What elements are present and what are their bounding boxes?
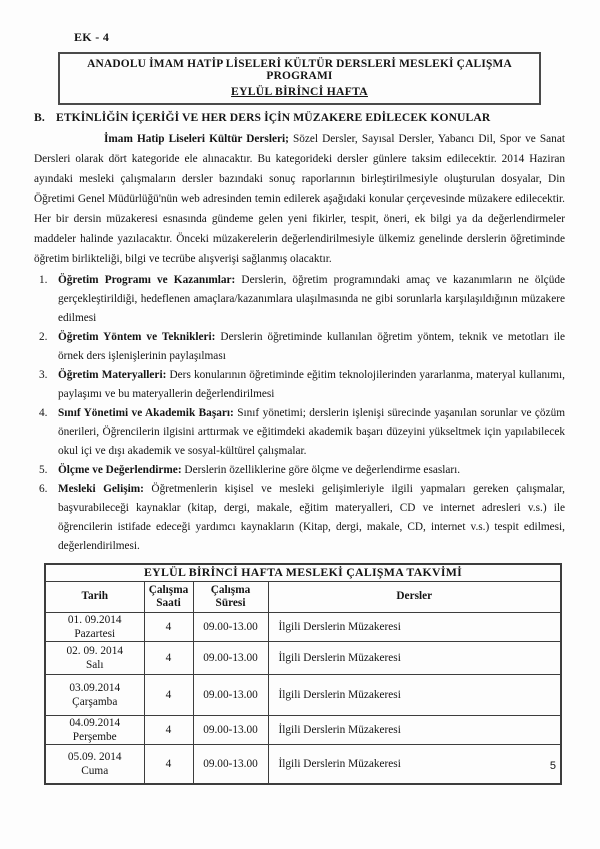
topics-list [34,271,565,556]
topic-number: 3. [39,369,48,381]
hours-cell: 4 [144,715,193,744]
table-row [45,612,561,641]
table-row [45,715,561,744]
topic-item-5 [34,461,565,480]
course-cell: İlgili Derslerin Müzakeresi [268,612,561,641]
schedule-table [44,563,562,785]
topic-item-3 [34,366,565,404]
hours-cell: 4 [144,641,193,674]
date-value: 04.09.2014 [69,716,121,729]
duration-cell: 09.00-13.00 [193,744,268,784]
week-title: EYLÜL BİRİNCİ HAFTA [231,85,368,98]
date-cell [45,744,144,784]
day-value: Pazartesi [74,627,116,640]
duration-cell: 09.00-13.00 [193,674,268,715]
table-row [45,744,561,784]
section-letter: B. [34,111,45,124]
schedule-title-row [45,564,561,581]
attachment-label: EK - 4 [74,30,110,44]
hours-cell: 4 [144,674,193,715]
day-value: Perşembe [72,730,117,743]
date-cell [45,641,144,674]
section-heading-text: ETKİNLİĞİN İÇERİĞİ VE HER DERS İÇİN MÜZAKERE EDİLECEK KONULAR [56,111,491,124]
topic-number: 6. [39,483,48,495]
intro-paragraph [34,129,565,269]
hours-cell: 4 [144,612,193,641]
topic-lead: Öğretim Materyalleri: [58,369,167,381]
intro-lead: İmam Hatip Liseleri Kültür Dersleri; [104,133,289,145]
course-cell: İlgili Derslerin Müzakeresi [268,744,561,784]
topic-lead: Ölçme ve Değerlendirme: [58,464,182,476]
topic-item-4 [34,404,565,461]
topic-lead: Mesleki Gelişim: [58,483,144,495]
date-value: 02. 09. 2014 [66,644,123,657]
col-header-hours: Çalışma Saati [144,581,193,612]
date-cell [45,612,144,641]
day-value: Salı [85,658,104,671]
document-title-box [58,52,541,105]
date-value: 01. 09.2014 [67,613,122,626]
course-cell: İlgili Derslerin Müzakeresi [268,674,561,715]
topic-item-1 [34,271,565,328]
day-value: Çarşamba [72,695,118,708]
page-number: 5 [549,760,556,772]
topic-text: Derslerin özelliklerine göre ölçme ve değerlendirme esasları. [181,464,461,476]
table-row [45,674,561,715]
col-header-duration: Çalışma Süresi [193,581,268,612]
course-cell: İlgili Derslerin Müzakeresi [268,715,561,744]
topic-number: 5. [39,464,48,476]
topic-lead: Öğretim Programı ve Kazanımlar: [58,274,236,286]
topic-lead: Öğretim Yöntem ve Teknikleri: [58,331,216,343]
duration-cell: 09.00-13.00 [193,612,268,641]
duration-cell: 09.00-13.00 [193,641,268,674]
col-header-courses: Dersler [268,581,561,612]
date-value: 05.09. 2014 [67,750,122,763]
day-value: Cuma [81,764,109,777]
intro-text: Sözel Dersler, Sayısal Dersler, Yabancı Dil, Spor ve Sanat Dersleri olarak dört kategoride ele alınacaktır. Bu kategorideki dersler günlere taksim edilecektir. 2014 Haziran ayındaki mesleki çalışmaların dersler bazındaki sonuç raporlarının birleştirilmesiyle oluşturulan dosyalar, Din Öğretimi Genel Müdürlüğü'nün web adresinden temin edilerek aşağıdaki konular çerçevesinde müzakere edilecektir. Her bir dersin müzakeresi esnasında gündeme gelen yeni fikirler, tespit, öneri, ek bilgi ya da değerlendirmeler maddeler halinde yazılacaktır. Önceki müzakerelerin değerlendirilmesiyle ülkemiz genelinde derslerin öğretiminde öğretim birlikteliği, bilgi ve tecrübe alışverişi sağlanmış olacaktır. [34,133,565,265]
topic-text: Derslerin öğretiminde kullanılan öğretim yöntem, teknik ve metotları ile örnek ders işlenişlerinin paylaşılması [58,331,565,362]
table-row [45,641,561,674]
topic-number: 2. [39,331,48,343]
topic-number: 4. [39,407,48,419]
course-cell: İlgili Derslerin Müzakeresi [268,641,561,674]
program-title: ANADOLU İMAM HATİP LİSELERİ KÜLTÜR DERSLERİ MESLEKİ ÇALIŞMA PROGRAMI [87,58,512,82]
duration-cell: 09.00-13.00 [193,715,268,744]
schedule-header-row [45,581,561,612]
topic-text: Derslerin, öğretim programındaki amaç ve kazanımların ne ölçüde gerçekleştirildiği, hedeflenen amaçlara/kazanımlara ulaşılmasında ne gibi sorunlarla karşılaşıldığının müzakere edilmesi [58,274,566,324]
hours-cell: 4 [144,744,193,784]
topic-text: Ders konularının öğretiminde eğitim teknolojilerinden yararlanma, materyal kullanımı, paylaşımı ve bu materyallerin değerlendirilmesi [58,369,565,400]
topic-item-2 [34,328,565,366]
date-cell [45,674,144,715]
section-heading [34,111,565,124]
topic-text: Sınıf yönetimi; derslerin işlenişi sürecinde yaşanılan sorunlar ve çözüm önerileri, Öğrencilerin ilgisini arttırmak ve eğitimdeki akademik başarı düzeyini yükseltmek için yapılabilecek okul içi ve dışı akademik ve sosyal-kültürel çalışmalar. [58,407,565,457]
date-cell [45,715,144,744]
date-value: 03.09.2014 [69,681,121,694]
topic-number: 1. [39,274,48,286]
topic-lead: Sınıf Yönetimi ve Akademik Başarı: [58,407,234,419]
topic-text: Öğretmenlerin kişisel ve mesleki gelişimleriyle ilgili yapmaları gereken çalışmalar, başvurabileceği kaynaklar (kitap, dergi, makale, eğitim materyalleri, CD ve internet adresleri v.s.) ile öğrencilerin istifade edeceği yardımcı kaynakların (Kitap, dergi, makale, CD, internet v.s.) tespit edilmesi, değerlendirilmesi. [58,483,565,552]
topic-item-6 [34,480,565,556]
col-header-date: Tarih [45,581,144,612]
schedule-title: EYLÜL BİRİNCİ HAFTA MESLEKİ ÇALIŞMA TAKVİMİ [45,564,561,581]
